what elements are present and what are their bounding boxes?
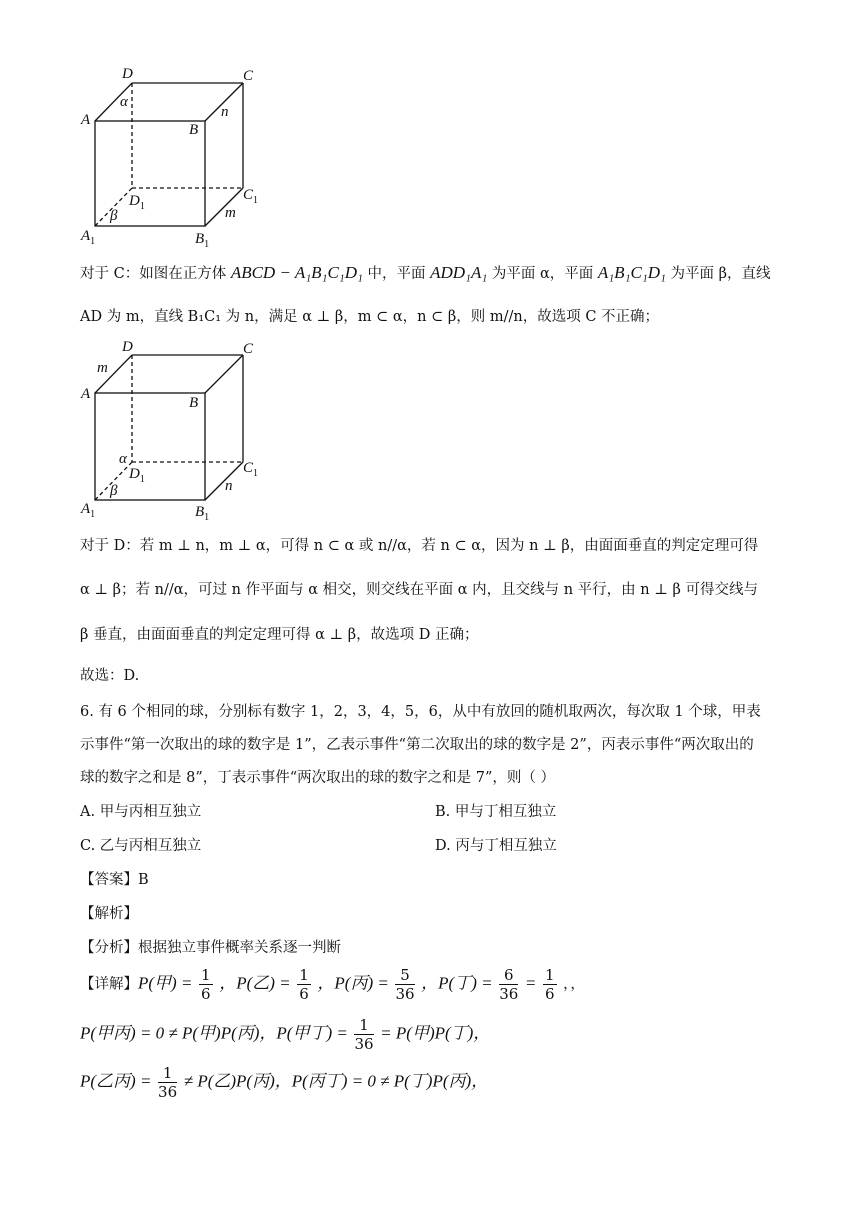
cube-figure-1 xyxy=(75,62,275,252)
label-D: D xyxy=(122,66,133,82)
label-m: m xyxy=(225,205,236,221)
fraction: $\frac{1}{36}$ xyxy=(354,1016,374,1053)
label-D1: $D_1$ xyxy=(129,193,145,212)
c-line-1: 对于 C：如图在正方体 ABCD − A₁B₁C₁D₁ 中，平面 ADD₁A₁ 为平面 α，平面 A₁B₁C₁D₁ 为平面 β，直线 xyxy=(80,263,771,282)
label-D1: $D_1$ xyxy=(129,466,145,485)
label-alpha: α xyxy=(119,451,127,467)
fraction: $\frac{1}{6}$ xyxy=(201,966,211,1003)
label-n: n xyxy=(221,104,229,120)
label-A: A xyxy=(81,386,91,402)
label-B: B xyxy=(189,395,199,411)
label-C: C xyxy=(243,341,254,357)
option-c: C. 乙与丙相互独立 xyxy=(80,838,202,854)
d-line-1: 对于 D：若 m ⊥ n，m ⊥ α，可得 n ⊂ α 或 n//α，若 n ⊂ α，因为 n ⊥ β，由面面垂直的判定定理可得 xyxy=(80,538,759,554)
label-beta: β xyxy=(110,483,118,499)
c-line-2: AD 为 m，直线 B₁C₁ 为 n，满足 α ⊥ β，m ⊂ α，n ⊂ β，则 m//n，故选项 C 不正确； xyxy=(80,309,660,325)
label-B: B xyxy=(189,122,199,138)
label-alpha: α xyxy=(120,94,128,110)
answer-line: 【答案】B xyxy=(80,872,149,888)
label-C: C xyxy=(243,68,254,84)
analysis-line: 【解析】 xyxy=(80,906,138,922)
q6-line-1: 6. 有 6 个相同的球，分别标有数字 1，2，3，4，5，6，从中有放回的随机取两次，每次取 1 个球，甲表 xyxy=(80,704,761,720)
label-C1: $C_1$ xyxy=(243,460,259,479)
label-beta: β xyxy=(110,208,118,224)
fraction: $\frac{5}{36}$ xyxy=(395,966,415,1003)
label-A: A xyxy=(81,112,91,128)
d-line-3: β 垂直，由面面垂直的判定定理可得 α ⊥ β，故选项 D 正确； xyxy=(80,627,479,643)
label-n: n xyxy=(225,478,233,494)
label-m: m xyxy=(97,360,108,376)
fraction: $\frac{6}{36}$ xyxy=(499,966,519,1003)
q6-line-3: 球的数字之和是 8”，丁表示事件“两次取出的球的数字之和是 7”，则（ ） xyxy=(80,770,556,786)
label-B1: $B_1$ xyxy=(195,504,210,523)
fraction: $\frac{1}{36}$ xyxy=(158,1064,178,1101)
option-d: D. 丙与丁相互独立 xyxy=(435,838,557,854)
label-B1: $B_1$ xyxy=(195,231,210,250)
choose-line: 故选：D. xyxy=(80,668,140,684)
cube-figure-2 xyxy=(75,335,275,525)
d-line-2: α ⊥ β；若 n//α，可过 n 作平面与 α 相交，则交线在平面 α 内，且交线与 n 平行，由 n ⊥ β 可得交线与 xyxy=(80,582,758,598)
q6-line-2: 示事件“第一次取出的球的数字是 1”，乙表示事件“第二次取出的球的数字是 2”，丙表示事件“两次取出的 xyxy=(80,737,754,753)
detail-line-3: P(乙丙) = $\frac{1}{36}$ ≠ P(乙)P(丙)，P(丙丁) = 0 ≠ P(丁)P(丙)， xyxy=(80,1064,489,1101)
label-A1: $A_1$ xyxy=(81,228,96,247)
option-b: B. 甲与丁相互独立 xyxy=(435,804,557,820)
fenxi-line: 【分析】根据独立事件概率关系逐一判断 xyxy=(80,940,341,956)
option-a: A. 甲与丙相互独立 xyxy=(80,804,202,820)
fraction: $\frac{1}{6}$ xyxy=(299,966,309,1003)
label-D: D xyxy=(122,339,133,355)
label-C1: $C_1$ xyxy=(243,187,259,206)
detail-line-2: P(甲丙) = 0 ≠ P(甲)P(丙)，P(甲丁) = $\frac{1}{36}$ = P(甲)P(丁)， xyxy=(80,1016,491,1053)
label-A1: $A_1$ xyxy=(81,501,96,520)
fraction: $\frac{1}{6}$ xyxy=(545,966,555,1003)
detail-line-1: 【详解】P(甲) = $\frac{1}{6}$ ，P(乙) = $\frac{1}{6}$ ，P(丙) = $\frac{5}{36}$ ，P(丁) = $\frac{6}{36}$ = $\frac{1}{6}$ ，， xyxy=(80,966,585,1003)
